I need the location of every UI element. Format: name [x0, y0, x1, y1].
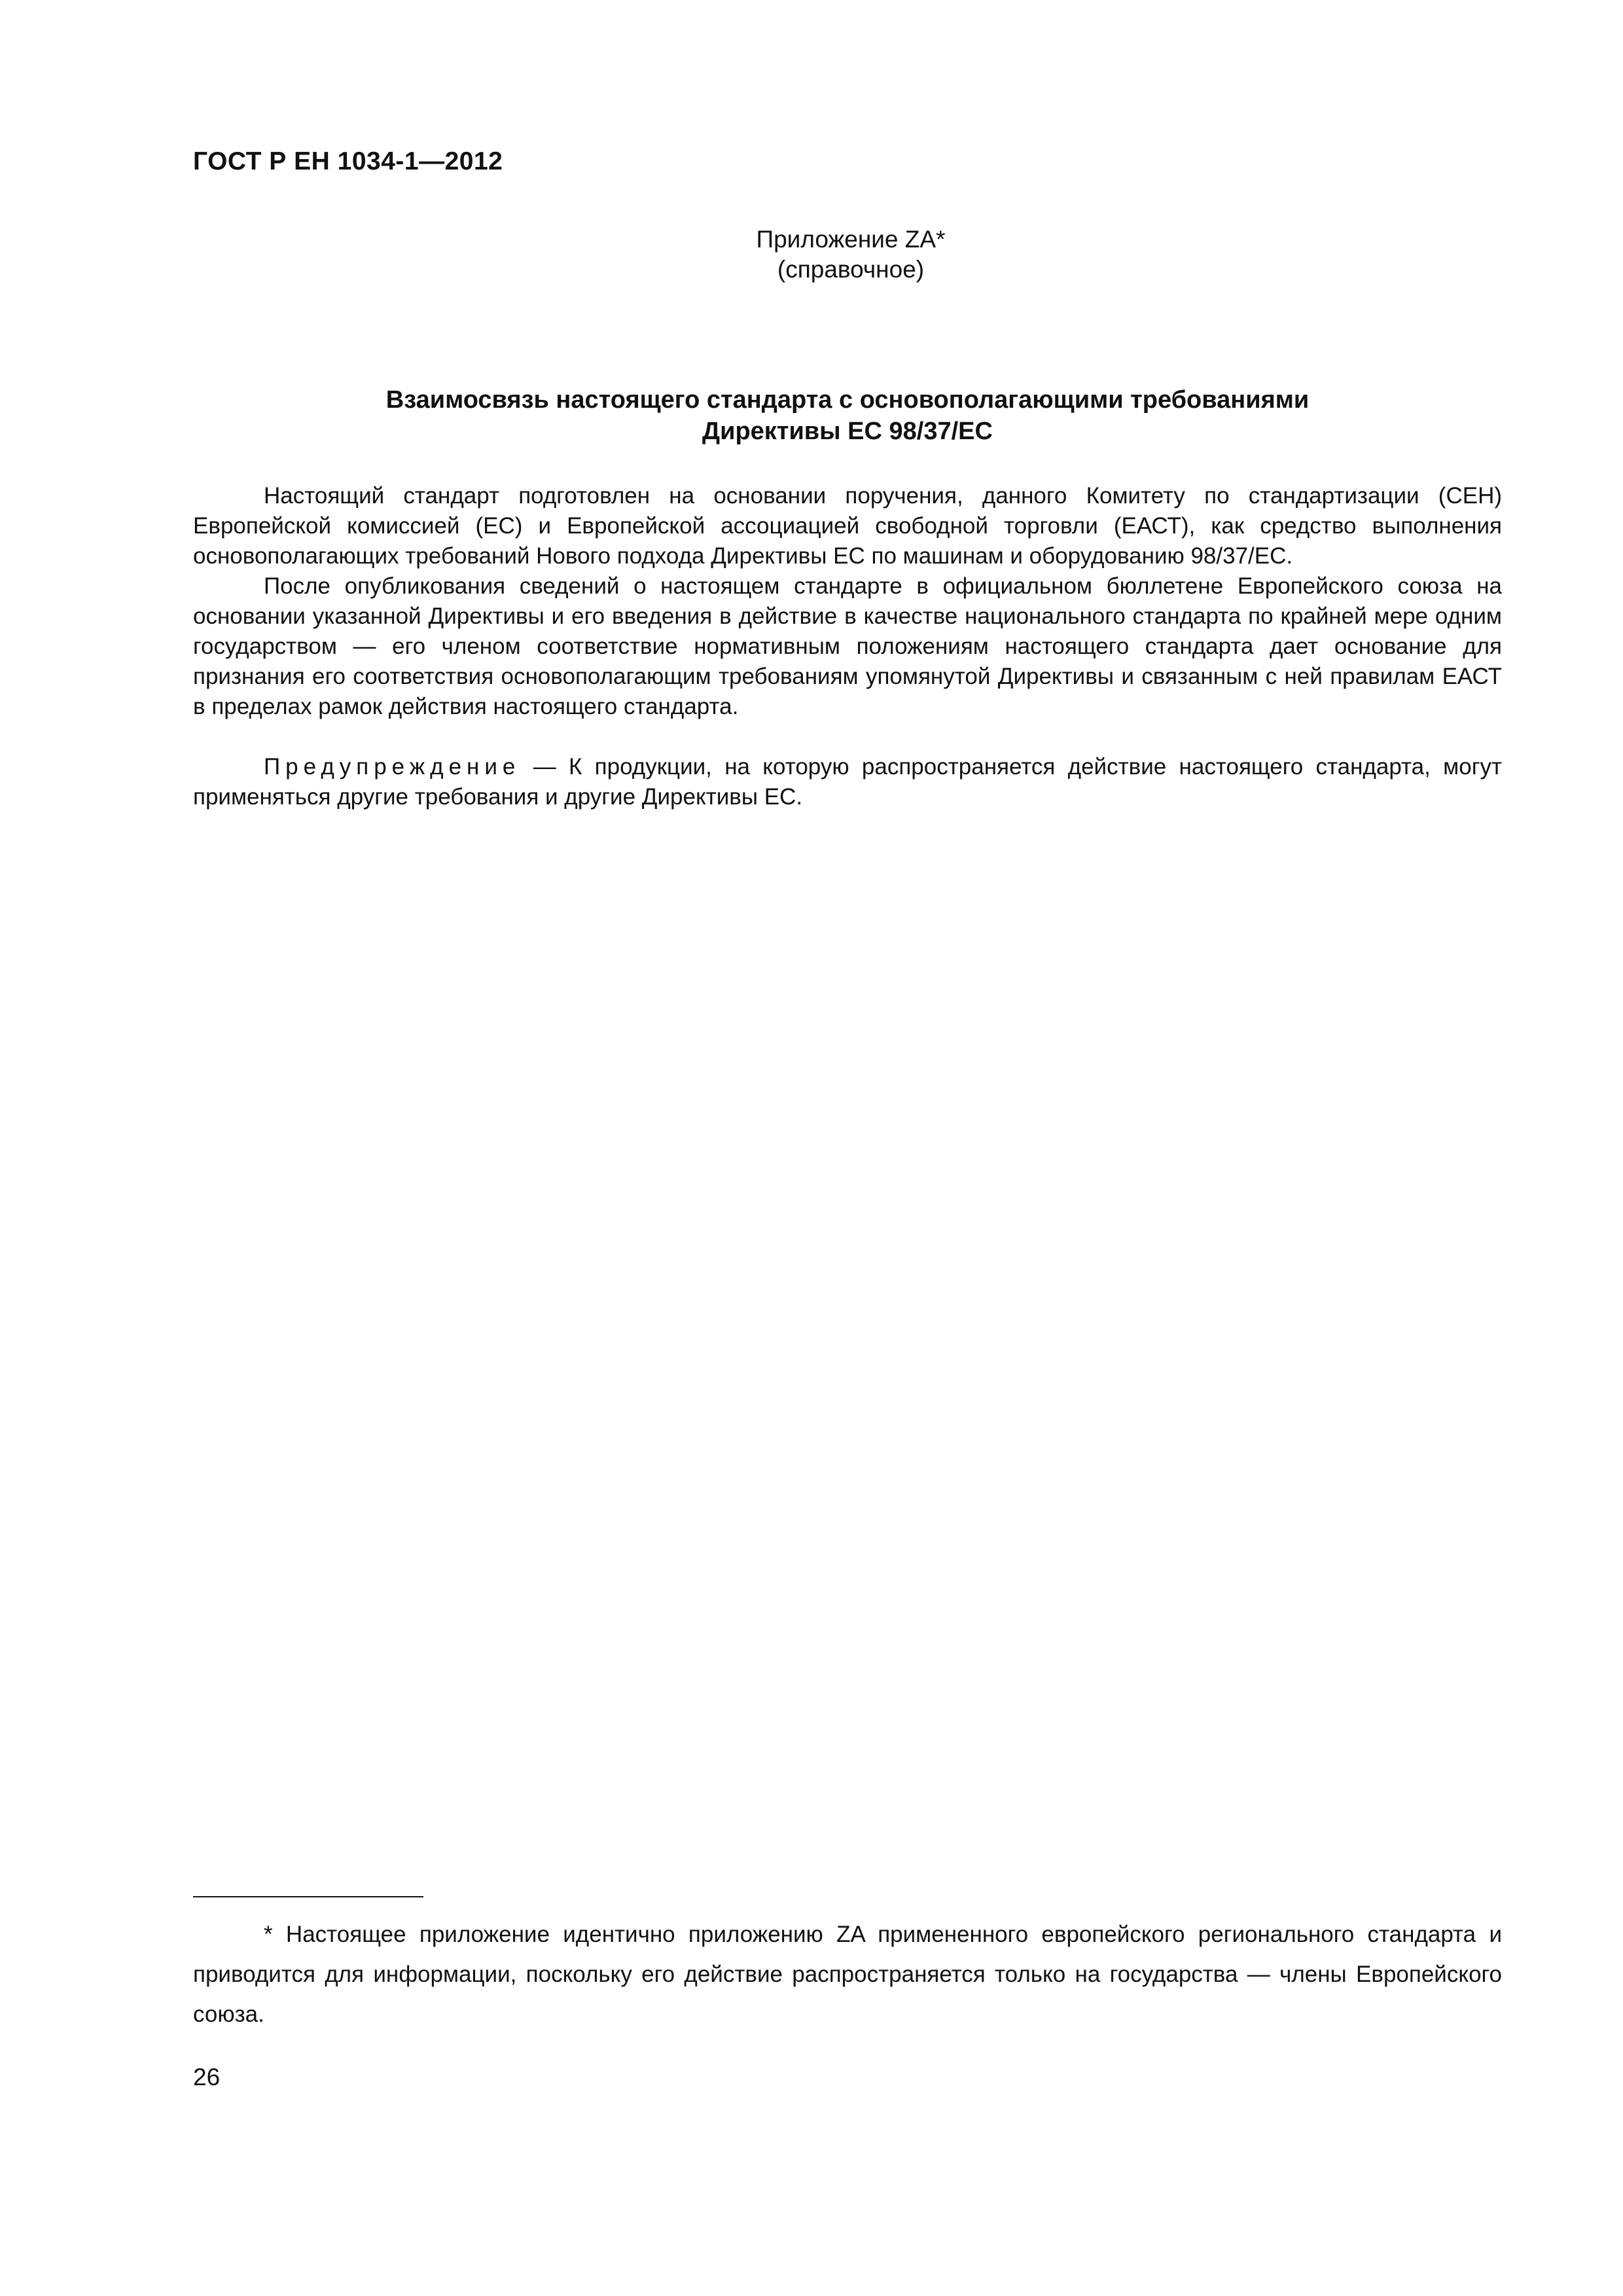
footnote-text: * Настоящее приложение идентично приложению ZA примененного европейского регионального стандарта и приводится для информации, поскольку его действие распространяется только на государства — члены Европейского союза. [193, 1922, 1502, 2027]
annex-title-line-1: Взаимосвязь настоящего стандарта с основополагающими требованиями [385, 386, 1310, 414]
body-paragraph-1: Настоящий стандарт подготовлен на основании поручения, данного Комитету по стандартизации (СЕН) Европейской комиссией (ЕС) и Европейской ассоциацией свободной торговли (ЕАСТ), как средство выполнения основополагающих требований Нового подхода Директивы ЕС по машинам и оборудованию 98/37/ЕС. [193, 483, 1502, 569]
annex-label: Приложение ZA* [756, 226, 946, 253]
warning-paragraph [193, 752, 1502, 812]
annex-title-line-2: Директивы ЕС 98/37/ЕС [702, 418, 993, 445]
page-number: 26 [193, 2064, 221, 2090]
body-text [193, 481, 1502, 812]
standard-code-header: ГОСТ Р ЕН 1034-1—2012 [193, 147, 503, 175]
warning-text: — К продукции, на которую распространяется действие настоящего стандарта, могут применяться другие требования и другие Директивы ЕС. [193, 754, 1502, 810]
footnote-divider [193, 1896, 423, 1897]
annex-heading [589, 224, 1113, 285]
annex-status: (справочное) [777, 256, 925, 283]
annex-title [193, 384, 1502, 447]
body-paragraph-2: После опубликования сведений о настоящем стандарте в официальном бюллетене Европейского союза на основании указанной Директивы и его введения в действие в качестве национального стандарта по крайней мере одним государством — его членом соответствие нормативным положениям настоящего стандарта дает основание для признания его соответствия основополагающим требованиям упомянутой Директивы и связанным с ней правилам ЕАСТ в пределах рамок действия настоящего стандарта. [193, 573, 1502, 719]
footnote [193, 1914, 1502, 2034]
warning-label: Предупреждение [264, 754, 521, 780]
